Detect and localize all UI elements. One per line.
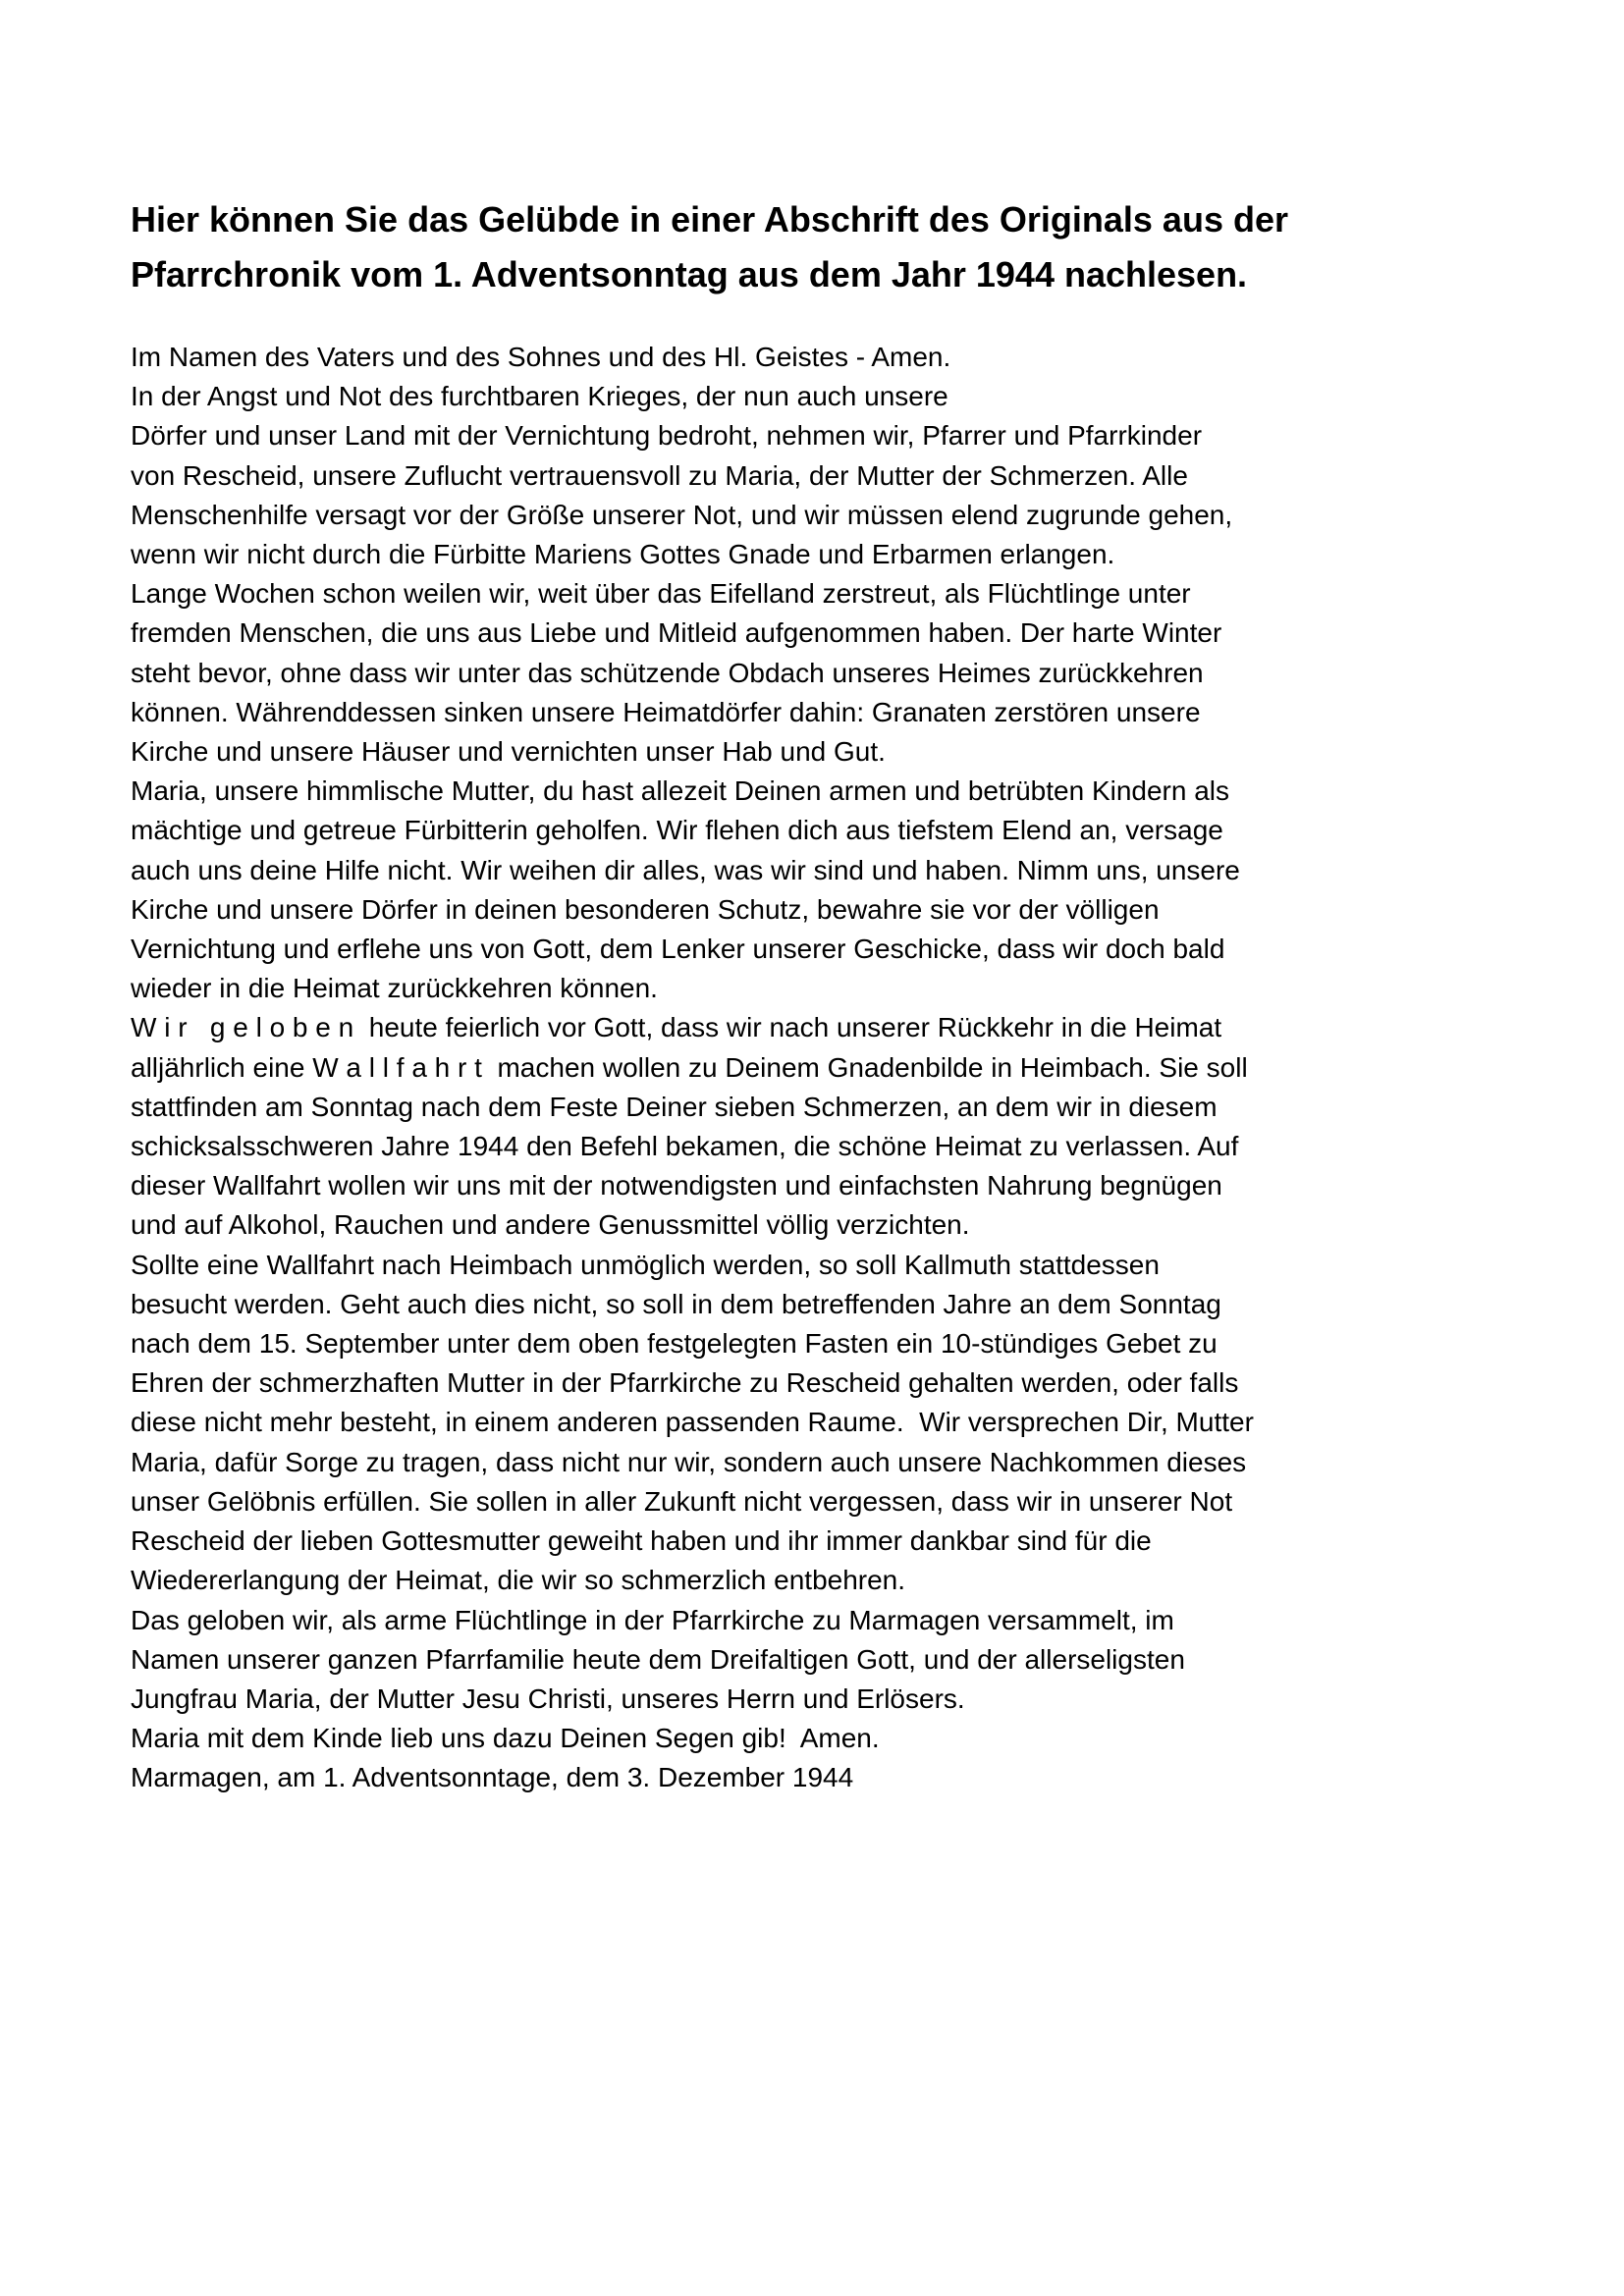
body-text-line: Kirche und unsere Dörfer in deinen besonderen Schutz, bewahre sie vor der völligen — [131, 893, 1160, 925]
body-text-line: dieser Wallfahrt wollen wir uns mit der notwendigsten und einfachsten Nahrung begnügen — [131, 1170, 1222, 1201]
body-text-line: von Rescheid, unsere Zuflucht vertrauensvoll zu Maria, der Mutter der Schmerzen. Alle — [131, 459, 1188, 491]
body-text-line: besucht werden. Geht auch dies nicht, so soll in dem betreffenden Jahre an dem Sonntag — [131, 1288, 1221, 1319]
body-text-line: Jungfrau Maria, der Mutter Jesu Christi, unseres Herrn und Erlösers. — [131, 1682, 965, 1714]
body-text-line: wieder in die Heimat zurückkehren können. — [131, 973, 658, 1004]
body-text-line: alljährlich eine W a l l f a h r t machen wollen zu Deinem Gnadenbilde in Heimbach. Sie soll — [131, 1051, 1248, 1083]
body-text-line: In der Angst und Not des furchtbaren Krieges, der nun auch unsere — [131, 381, 948, 412]
document-content — [131, 192, 1505, 1798]
body-text-line: Namen unserer ganzen Pfarrfamilie heute dem Dreifaltigen Gott, und der allerseligsten — [131, 1643, 1185, 1675]
body-text-line: Vernichtung und erflehe uns von Gott, dem Lenker unserer Geschicke, dass wir doch bald — [131, 934, 1225, 965]
body-text-line: Lange Wochen schon weilen wir, weit über das Eifelland zerstreut, als Flüchtlinge unter — [131, 578, 1191, 610]
body-text-line: W i r g e l o b e n heute feierlich vor Gott, dass wir nach unserer Rückkehr in die Heimat — [131, 1012, 1222, 1043]
body-text-line: Das geloben wir, als arme Flüchtlinge in der Pfarrkirche zu Marmagen versammelt, im — [131, 1604, 1174, 1635]
body-text-line: Maria mit dem Kinde lieb uns dazu Deinen Segen gib! Amen. — [131, 1723, 880, 1754]
body-text-line: unser Gelöbnis erfüllen. Sie sollen in aller Zukunft nicht vergessen, dass wir in unserer Not — [131, 1485, 1233, 1517]
body-text-line: Sollte eine Wallfahrt nach Heimbach unmöglich werden, so soll Kallmuth stattdessen — [131, 1249, 1160, 1280]
body-text-line: können. Währenddessen sinken unsere Heimatdörfer dahin: Granaten zerstören unsere — [131, 696, 1201, 727]
body-text-line: Ehren der schmerzhaften Mutter in der Pfarrkirche zu Rescheid gehalten werden, oder falls — [131, 1367, 1239, 1399]
body-text-line: wenn wir nicht durch die Fürbitte Mariens Gottes Gnade und Erbarmen erlangen. — [131, 539, 1115, 570]
body-text-line: Wiedererlangung der Heimat, die wir so schmerzlich entbehren. — [131, 1565, 906, 1596]
body-text-line: Dörfer und unser Land mit der Vernichtung bedroht, nehmen wir, Pfarrer und Pfarrkinder — [131, 420, 1203, 452]
document-body — [131, 338, 1505, 1798]
body-text-line: mächtige und getreue Fürbitterin geholfen. Wir flehen dich aus tiefstem Elend an, versage — [131, 815, 1223, 846]
title-line: Hier können Sie das Gelübde in einer Abschrift des Originals aus der — [131, 199, 1288, 240]
body-text-line: Marmagen, am 1. Adventsonntage, dem 3. Dezember 1944 — [131, 1762, 854, 1793]
body-text-line: auch uns deine Hilfe nicht. Wir weihen dir alles, was wir sind und haben. Nimm uns, unsere — [131, 854, 1240, 885]
body-text-line: Rescheid der lieben Gottesmutter geweiht haben und ihr immer dankbar sind für die — [131, 1525, 1152, 1557]
body-text-line: schicksalsschweren Jahre 1944 den Befehl bekamen, die schöne Heimat zu verlassen. Auf — [131, 1131, 1239, 1162]
body-text-line: und auf Alkohol, Rauchen und andere Genussmittel völlig verzichten. — [131, 1209, 970, 1241]
body-text-line: Maria, dafür Sorge zu tragen, dass nicht nur wir, sondern auch unsere Nachkommen dieses — [131, 1446, 1247, 1477]
body-text-line: stattfinden am Sonntag nach dem Feste Deiner sieben Schmerzen, an dem wir in diesem — [131, 1091, 1218, 1122]
body-text-line: nach dem 15. September unter dem oben festgelegten Fasten ein 10-stündiges Gebet zu — [131, 1328, 1218, 1360]
document-title — [131, 192, 1505, 302]
body-text-line: Maria, unsere himmlische Mutter, du hast allezeit Deinen armen und betrübten Kindern als — [131, 775, 1230, 807]
title-line: Pfarrchronik vom 1. Adventsonntag aus dem Jahr 1944 nachlesen. — [131, 254, 1248, 294]
body-text-line: Im Namen des Vaters und des Sohnes und des Hl. Geistes - Amen. — [131, 342, 951, 372]
body-text-line: steht bevor, ohne dass wir unter das schützende Obdach unseres Heimes zurückkehren — [131, 657, 1204, 688]
body-text-line: diese nicht mehr besteht, in einem anderen passenden Raume. Wir versprechen Dir, Mutter — [131, 1407, 1254, 1438]
body-text-line: Menschenhilfe versagt vor der Größe unserer Not, und wir müssen elend zugrunde gehen, — [131, 499, 1233, 530]
body-text-line: fremden Menschen, die uns aus Liebe und Mitleid aufgenommen haben. Der harte Winter — [131, 617, 1222, 649]
body-text-line: Kirche und unsere Häuser und vernichten unser Hab und Gut. — [131, 736, 886, 768]
